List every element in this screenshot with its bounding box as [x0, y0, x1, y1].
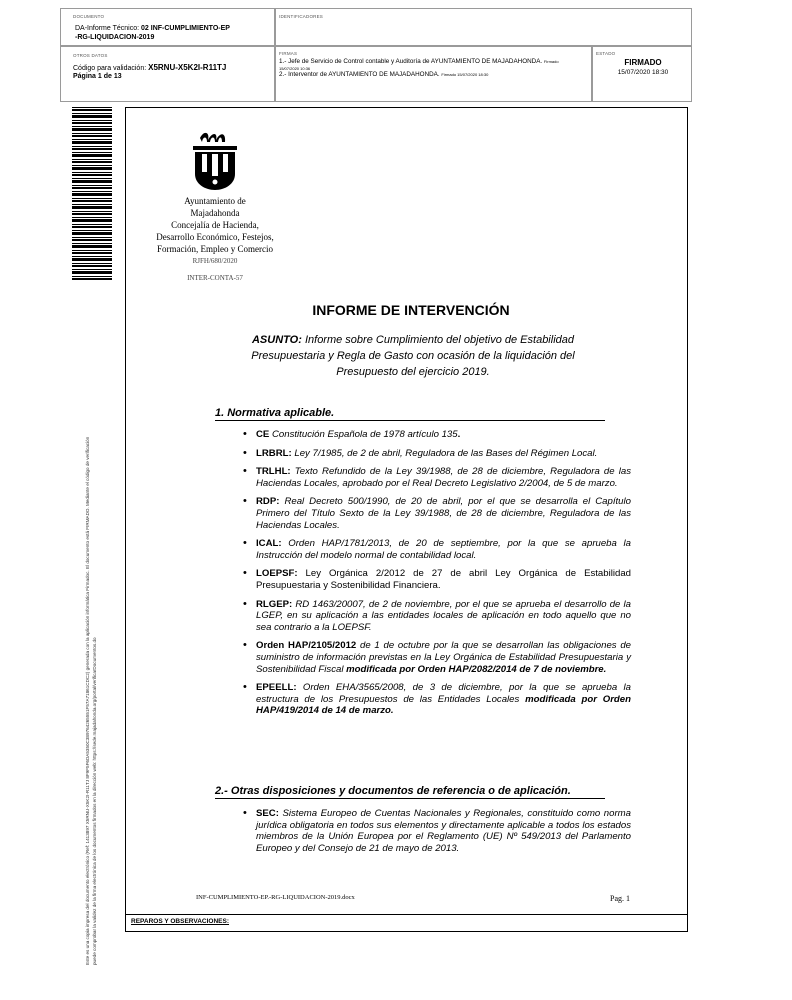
pagina-info: Página 1 de 13: [73, 73, 122, 80]
firma-1: 1.- Jefe de Servicio de Control contable y Auditoría de AYUNTAMIENTO DE MAJADAHONDA. Firmado: [279, 58, 559, 65]
list-item: • TRLHL: Texto Refundido de la Ley 39/1988, de 28 de diciembre, Reguladora de las Haciendas Locales, aprobado por el Real Decreto Legislativo 2/2004, de 5 de marzo.: [241, 466, 631, 489]
reference-code-1: RJFH/680/2020: [192, 257, 238, 265]
list-item: • LOEPSF: Ley Orgánica 2/2012 de 27 de abril Ley Orgánica de Estabilidad Presupuestaria y Sostenibilidad Financiera.: [241, 568, 631, 591]
verification-text-line2: puede comprobar la validez de la firma electrónica de los documentos firmados en la dirección web: https://sede.majadahonda.org/portal/verificarDocumentos.do: [92, 637, 97, 965]
list-item: • Orden HAP/2105/2012 de 1 de octubre por la que se desarrollan las obligaciones de suministro de información previstas en la Ley Orgánica de Estabilidad Presupuestaria y Sostenibilidad Fiscal modificada por Orden HAP/2082/2014 de 7 de noviembre.: [241, 640, 631, 675]
list-item: • SEC: Sistema Europeo de Cuentas Nacionales y Regionales, constituido como norma jurídica obligatoria en todos sus elementos y directamente aplicable a todos los estados miembros de la Unión Europea por el Reglamento (UE) Nº 549/2013 del Parlamento Europeo y del Consejo de 21 de mayo de 2013.: [241, 808, 631, 854]
codigo-validacion: Código para validación: X5RNU-X5K2I-R11TJ: [73, 63, 227, 72]
header-estado-box: [592, 46, 692, 102]
section-2-heading: 2.- Otras disposiciones y documentos de referencia o de aplicación.: [215, 785, 605, 799]
otros-label: OTROS DATOS: [73, 53, 108, 58]
verification-text-line1: Este es una copia impresa del documento electrónico (Ref: 1413897 X5RNU-X5K2I-R11TJ 8F9F5F6DA5350C389764265551F57A71861CDC2) generada con la aplicación informática Firmadoc. El documento está FIRMADO. Mediante el código de verificación: [85, 436, 90, 965]
section-1-list: [241, 429, 631, 724]
section-2-list: [241, 808, 631, 861]
header-identificadores-box: [275, 8, 692, 46]
org-name: Ayuntamiento de Majadahonda Concejalía de Hacienda, Desarrollo Económico, Festejos, Formación, Empleo y Comercio: [156, 196, 274, 254]
section-1-heading: 1. Normativa aplicable.: [215, 407, 605, 421]
firma-1-date: 15/07/2020 10:36: [279, 66, 311, 71]
barcode-image: [72, 106, 112, 280]
header-firmas-box: [275, 46, 592, 102]
header-otros-box: [60, 46, 275, 102]
footer-filename: INF-CUMPLIMIENTO-EP.-RG-LIQUIDACION-2019.docx: [196, 894, 355, 901]
estado-label: ESTADO: [596, 51, 616, 56]
firma-2: 2.- Interventor de AYUNTAMIENTO DE MAJADAHONDA. Firmado 15/07/2020 18:30: [279, 71, 489, 78]
estado-date: 15/07/2020 18:30: [617, 69, 669, 76]
list-item: • RDP: Real Decreto 500/1990, de 20 de abril, por el que se desarrolla el Capítulo Primero del Título Sexto de la Ley 39/1988, de 28 de diciembre, Reguladora de las Haciendas Locales.: [241, 496, 631, 531]
list-item: • RLGEP: RD 1463/20007, de 2 de noviembre, por el que se aprueba el desarrollo de la LGEP, en su aplicación a las entidades locales de aplicación en todo aquello que no sea contrario a la LOEPSF.: [241, 599, 631, 634]
header-documento-box: [60, 8, 275, 46]
asunto-paragraph: ASUNTO: Informe sobre Cumplimiento del objetivo de Estabilidad Presupuestaria y Regla de Gasto con ocasión de la liquidación del Presupuesto del ejercicio 2019.: [251, 334, 575, 378]
list-item: • CE Constitución Española de 1978 artículo 135.: [241, 429, 631, 441]
documento-label: DOCUMENTO: [73, 14, 105, 19]
identificadores-label: IDENTIFICADORES: [279, 14, 324, 19]
reparos-box: REPAROS Y OBSERVACIONES:: [125, 915, 688, 932]
list-item: • EPEELL: Orden EHA/3565/2008, de 3 de diciembre, por la que se aprueba la estructura de los Presupuestos de las Entidades Locales modificada por Orden HAP/419/2014 de 14 de marzo.: [241, 682, 631, 717]
firmas-label: FIRMAS: [279, 51, 298, 56]
majadahonda-logo-icon: [190, 126, 240, 192]
documento-title: DA-Informe Técnico: 02 INF-CUMPLIMIENTO-EP: [75, 25, 230, 32]
report-title: INFORME DE INTERVENCIÓN: [312, 302, 510, 318]
footer-page-number: Pag. 1: [610, 894, 630, 903]
documento-title-line2: -RG-LIQUIDACION-2019: [75, 34, 155, 41]
list-item: • ICAL: Orden HAP/1781/2013, de 20 de septiembre, por la que se aprueba la Instrucción del modelo normal de contabilidad local.: [241, 538, 631, 561]
reference-code-2: INTER-CONTA-57: [187, 274, 243, 282]
list-item: • LRBRL: Ley 7/1985, de 2 de abril, Reguladora de las Bases del Régimen Local.: [241, 448, 631, 460]
estado-value: FIRMADO: [624, 58, 662, 67]
